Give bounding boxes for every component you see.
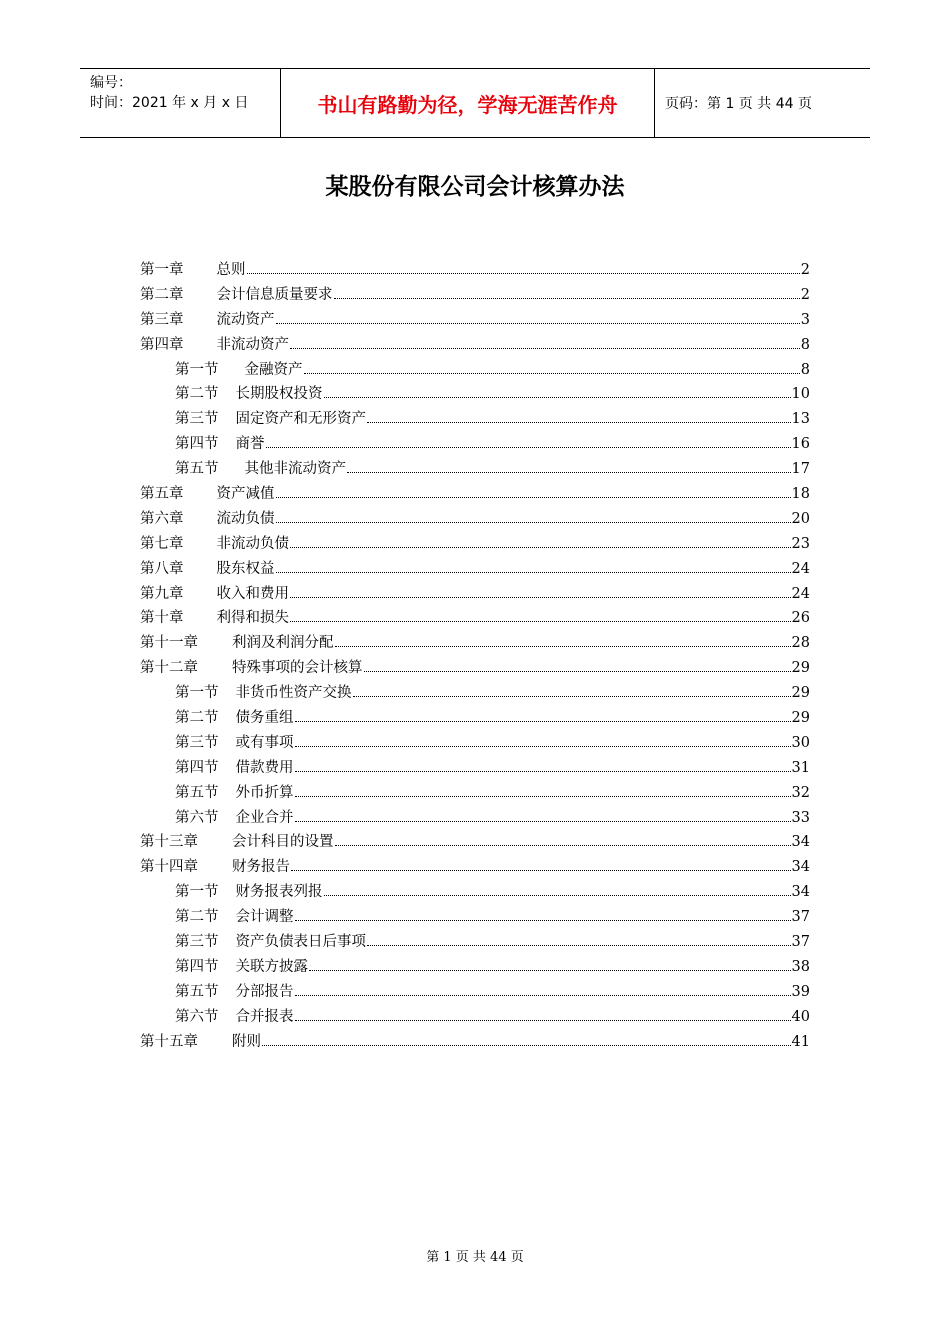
toc-entry[interactable] <box>140 880 810 905</box>
toc-dot-leader <box>295 746 791 747</box>
toc-entry[interactable] <box>140 756 810 781</box>
toc-entry-title: 企业合并 <box>235 809 294 826</box>
toc-entry[interactable] <box>140 656 810 681</box>
toc-entry-title: 财务报告 <box>232 859 290 876</box>
toc-entry[interactable] <box>140 407 810 432</box>
toc-entry[interactable] <box>140 1030 810 1055</box>
toc-entry-number: 第三节 <box>175 411 219 428</box>
toc-dot-leader <box>295 821 791 822</box>
toc-entry-title: 非流动负债 <box>216 535 289 552</box>
toc-entry-page: 2 <box>800 262 810 278</box>
toc-dot-leader <box>324 895 791 896</box>
toc-entry-number: 第七章 <box>140 535 184 552</box>
toc-entry-number: 第一章 <box>140 262 184 278</box>
toc-dot-leader <box>262 1045 791 1046</box>
toc-entry-number: 第四节 <box>175 436 219 453</box>
toc-entry[interactable] <box>140 258 810 283</box>
toc-entry-title: 非流动资产 <box>216 336 289 353</box>
toc-dot-leader <box>309 970 791 971</box>
toc-entry[interactable] <box>140 681 810 706</box>
toc-entry[interactable] <box>140 308 810 333</box>
toc-dot-leader <box>364 671 791 672</box>
toc-entry-page: 8 <box>800 361 810 378</box>
toc-entry[interactable] <box>140 980 810 1005</box>
toc-entry-number: 第二节 <box>175 909 219 926</box>
toc-entry-page: 37 <box>791 909 810 926</box>
toc-dot-leader <box>334 298 800 299</box>
toc-entry-page: 28 <box>791 635 810 652</box>
toc-dot-leader <box>290 348 800 349</box>
toc-entry-number: 第五节 <box>175 784 219 801</box>
toc-entry-page: 18 <box>791 486 810 503</box>
toc-entry-page: 37 <box>791 934 810 951</box>
toc-entry-title: 债务重组 <box>235 710 294 727</box>
toc-entry-number: 第五章 <box>140 486 184 503</box>
toc-entry[interactable] <box>140 557 810 582</box>
toc-entry-page: 40 <box>791 1008 810 1025</box>
toc-entry-title: 其他非流动资产 <box>244 461 346 478</box>
toc-entry-title: 收入和费用 <box>216 585 289 602</box>
toc-dot-leader <box>276 497 791 498</box>
toc-entry-page: 29 <box>791 685 810 702</box>
toc-entry-number: 第十章 <box>140 610 184 627</box>
toc-entry-title: 长期股权投资 <box>235 386 323 403</box>
toc-entry[interactable] <box>140 432 810 457</box>
toc-dot-leader <box>295 995 791 996</box>
toc-entry[interactable] <box>140 631 810 656</box>
header-motto: 书山有路勤为径，学海无涯苦作舟 <box>281 69 655 137</box>
toc-entry-page: 20 <box>791 510 810 527</box>
header-page-info: 页码：第 1 页 共 44 页 <box>665 96 812 112</box>
toc-dot-leader <box>324 397 791 398</box>
toc-entry-page: 33 <box>791 809 810 826</box>
toc-entry-title: 流动负债 <box>216 510 275 527</box>
toc-dot-leader <box>276 323 800 324</box>
toc-entry-number: 第十三章 <box>140 834 198 851</box>
toc-entry[interactable] <box>140 333 810 358</box>
toc-entry-page: 3 <box>800 311 810 328</box>
time-label: 时间：2021 年 x 月 x 日 <box>90 95 249 111</box>
toc-entry-number: 第三章 <box>140 311 184 328</box>
toc-entry-title: 或有事项 <box>235 734 294 751</box>
toc-dot-leader <box>304 373 800 374</box>
toc-entry-number: 第六节 <box>175 1008 219 1025</box>
toc-entry-title: 金融资产 <box>244 361 303 378</box>
toc-dot-leader <box>347 472 791 473</box>
toc-dot-leader <box>276 522 791 523</box>
toc-dot-leader <box>295 796 791 797</box>
toc-dot-leader <box>335 646 791 647</box>
toc-entry-title: 借款费用 <box>235 759 294 776</box>
toc-dot-leader <box>290 547 791 548</box>
toc-entry-page: 29 <box>791 660 810 677</box>
toc-entry-number: 第四节 <box>175 958 219 975</box>
toc-entry-number: 第九章 <box>140 585 184 602</box>
toc-entry[interactable] <box>140 855 810 880</box>
toc-entry-title: 资产减值 <box>216 486 275 503</box>
toc-entry-title: 固定资产和无形资产 <box>235 411 366 428</box>
toc-entry-title: 合并报表 <box>235 1008 294 1025</box>
toc-entry-number: 第十五章 <box>140 1033 198 1050</box>
toc-entry-page: 34 <box>791 884 810 901</box>
toc-entry[interactable] <box>140 955 810 980</box>
toc-entry[interactable] <box>140 806 810 831</box>
toc-entry[interactable] <box>140 482 810 507</box>
toc-dot-leader <box>295 771 791 772</box>
toc-dot-leader <box>335 845 791 846</box>
document-header <box>80 68 870 138</box>
toc-entry[interactable] <box>140 606 810 631</box>
toc-entry[interactable] <box>140 532 810 557</box>
toc-entry-number: 第二节 <box>175 710 219 727</box>
toc-entry-page: 30 <box>791 734 810 751</box>
toc-entry[interactable] <box>140 905 810 930</box>
toc-dot-leader <box>247 273 800 274</box>
toc-entry-number: 第六节 <box>175 809 219 826</box>
toc-entry-number: 第十二章 <box>140 660 198 677</box>
toc-entry-title: 特殊事项的会计核算 <box>232 660 363 677</box>
toc-entry-title: 会计调整 <box>235 909 294 926</box>
toc-entry-number: 第三节 <box>175 734 219 751</box>
toc-dot-leader <box>291 870 791 871</box>
toc-entry-number: 第四节 <box>175 759 219 776</box>
document-title: 某股份有限公司会计核算办法 <box>325 173 625 200</box>
toc-entry-page: 34 <box>791 834 810 851</box>
toc-entry-title: 利得和损失 <box>216 610 289 627</box>
toc-dot-leader <box>295 721 791 722</box>
toc-entry[interactable] <box>140 507 810 532</box>
toc-entry-title: 流动资产 <box>216 311 275 328</box>
toc-entry-number: 第二章 <box>140 286 184 303</box>
toc-entry[interactable] <box>140 1005 810 1030</box>
toc-dot-leader <box>353 696 791 697</box>
toc-entry-title: 外币折算 <box>235 784 294 801</box>
toc-entry-number: 第十四章 <box>140 859 198 876</box>
toc-entry-title: 财务报表列报 <box>235 884 323 901</box>
toc-entry-title: 关联方披露 <box>235 958 308 975</box>
toc-entry-number: 第十一章 <box>140 635 198 652</box>
toc-entry-title: 会计信息质量要求 <box>216 286 333 303</box>
toc-entry-page: 2 <box>800 286 810 303</box>
toc-entry-title: 商誉 <box>235 436 265 453</box>
toc-dot-leader <box>290 621 791 622</box>
toc-dot-leader <box>266 447 791 448</box>
toc-entry-page: 39 <box>791 983 810 1000</box>
toc-entry-page: 26 <box>791 610 810 627</box>
toc-dot-leader <box>276 572 791 573</box>
toc-dot-leader <box>367 945 791 946</box>
header-meta-cell <box>80 69 281 137</box>
toc-entry-number: 第一节 <box>175 685 219 702</box>
toc-entry[interactable] <box>140 706 810 731</box>
toc-entry-title: 会计科目的设置 <box>232 834 334 851</box>
toc-dot-leader <box>367 422 791 423</box>
toc-entry[interactable] <box>140 930 810 955</box>
toc-entry-number: 第一节 <box>175 361 219 378</box>
page-footer: 第 1 页 共 44 页 <box>426 1250 524 1265</box>
toc-entry-page: 8 <box>800 336 810 353</box>
toc-entry-page: 29 <box>791 710 810 727</box>
toc-entry-number: 第五节 <box>175 461 219 478</box>
toc-entry[interactable] <box>140 358 810 383</box>
toc-dot-leader <box>290 597 791 598</box>
toc-entry-page: 31 <box>791 759 810 776</box>
toc-entry[interactable] <box>140 582 810 607</box>
toc-entry-page: 23 <box>791 535 810 552</box>
toc-entry-title: 资产负债表日后事项 <box>235 934 366 951</box>
toc-entry-page: 13 <box>791 411 810 428</box>
toc-entry-page: 16 <box>791 436 810 453</box>
toc-entry-number: 第四章 <box>140 336 184 353</box>
toc-entry[interactable] <box>140 731 810 756</box>
toc-entry-title: 股东权益 <box>216 560 275 577</box>
toc-entry[interactable] <box>140 457 810 482</box>
toc-entry-title: 利润及利润分配 <box>232 635 334 652</box>
toc-entry-number: 第八章 <box>140 560 184 577</box>
toc-entry-title: 总则 <box>216 262 246 278</box>
toc-entry[interactable] <box>140 781 810 806</box>
toc-entry-number: 第二节 <box>175 386 219 403</box>
toc-dot-leader <box>295 920 791 921</box>
toc-entry-page: 32 <box>791 784 810 801</box>
toc-entry-number: 第三节 <box>175 934 219 951</box>
toc-entry-number: 第六章 <box>140 510 184 527</box>
number-label: 编号： <box>90 75 132 91</box>
toc-entry-title: 分部报告 <box>235 983 294 1000</box>
toc-entry-page: 24 <box>791 560 810 577</box>
toc-dot-leader <box>295 1020 791 1021</box>
toc-entry-page: 17 <box>791 461 810 478</box>
table-of-contents <box>140 258 810 1055</box>
toc-entry-page: 24 <box>791 585 810 602</box>
toc-entry-number: 第五节 <box>175 983 219 1000</box>
toc-entry-page: 41 <box>791 1033 810 1050</box>
toc-entry-page: 10 <box>791 386 810 403</box>
toc-entry-number: 第一节 <box>175 884 219 901</box>
toc-entry[interactable] <box>140 830 810 855</box>
toc-entry-page: 38 <box>791 958 810 975</box>
toc-entry-page: 34 <box>791 859 810 876</box>
toc-entry-title: 非货币性资产交换 <box>235 685 352 702</box>
toc-entry-title: 附则 <box>232 1033 261 1050</box>
toc-entry[interactable] <box>140 283 810 308</box>
toc-entry[interactable] <box>140 382 810 407</box>
